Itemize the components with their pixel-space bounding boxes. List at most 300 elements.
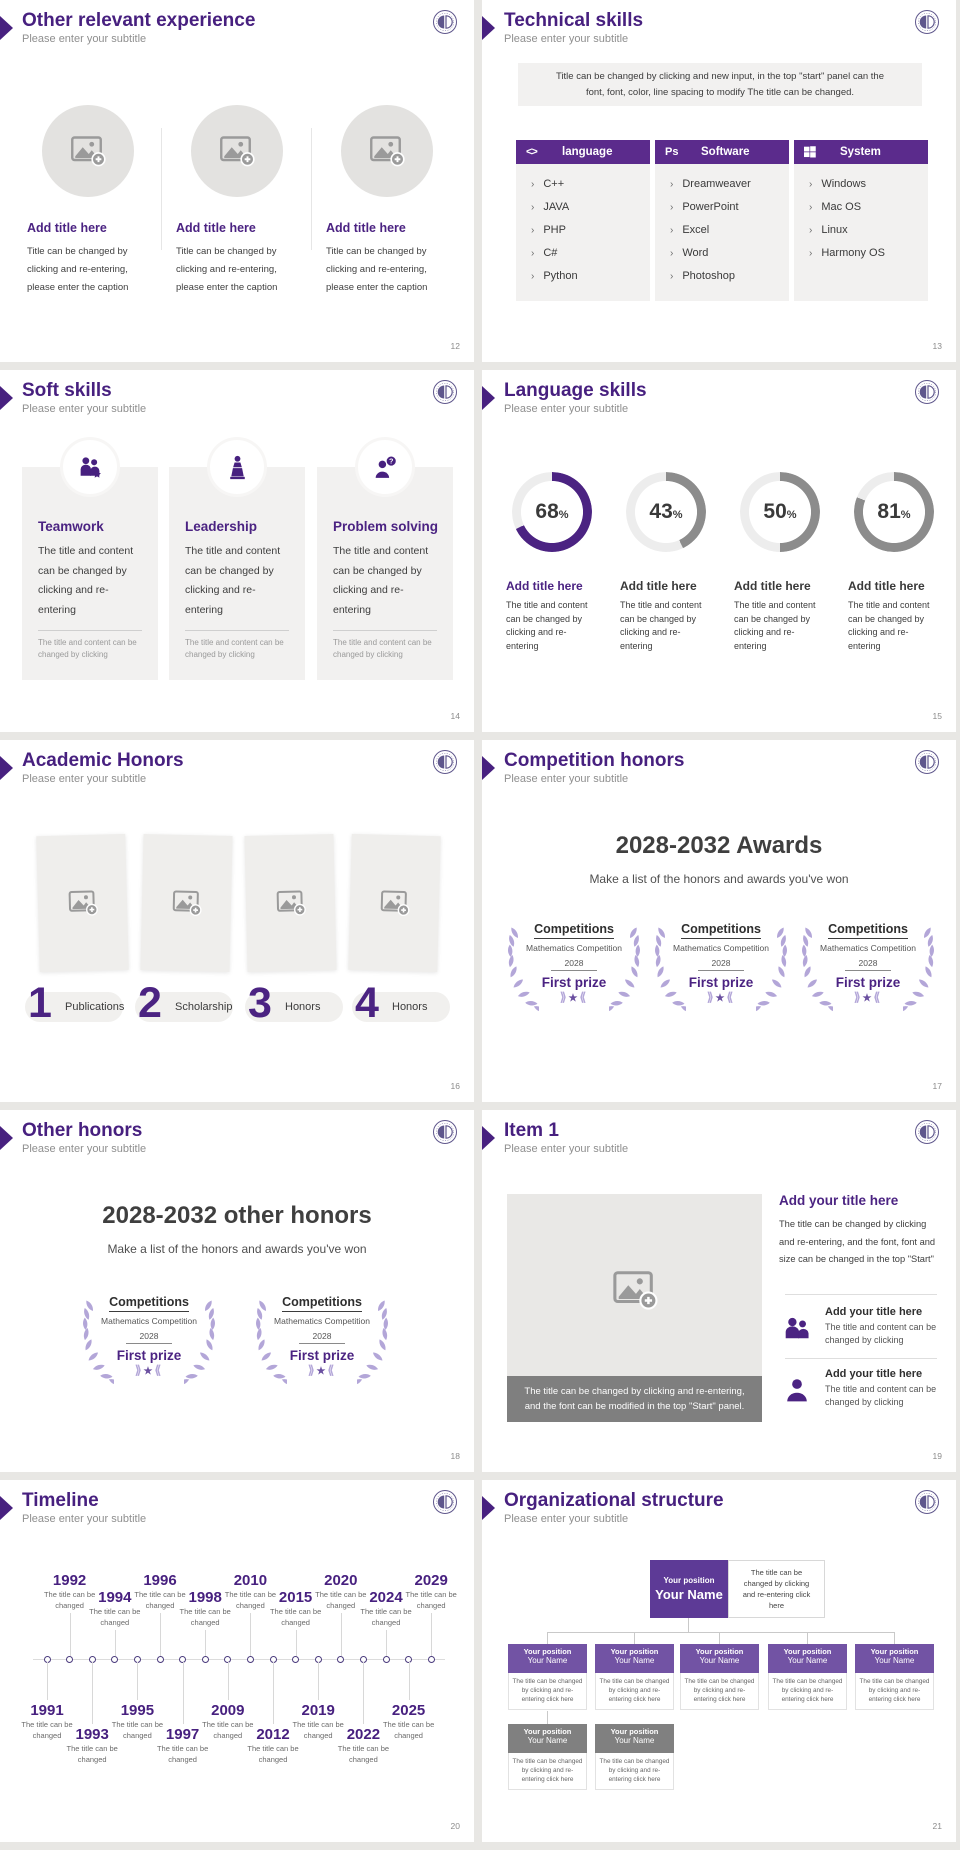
column-label: Software (701, 146, 750, 158)
ring-title: Add title here (734, 579, 811, 593)
timeline-dot (292, 1656, 299, 1663)
org-child-node: Your position Your Name The title can be changed by clicking and re-entering click here (595, 1644, 674, 1710)
list-item: › Excel (670, 224, 710, 236)
timeline-dot (247, 1656, 254, 1663)
connector (547, 1711, 548, 1724)
timeline-year: 2015 (278, 1589, 313, 1606)
timeline-note: The title can be changed (156, 1744, 209, 1764)
bullet-icon: › (531, 225, 535, 236)
list-item: › C++ (531, 178, 565, 190)
connector (688, 1618, 689, 1632)
page-title: Other relevant experience (22, 10, 256, 31)
bullet-icon: › (531, 179, 535, 190)
root-position: Your position (663, 1576, 715, 1585)
timeline-connector (273, 1662, 274, 1724)
slide-12-other-relevant-experience[interactable] (0, 0, 474, 362)
ring-body: The title and content can be changed by clicking and re-entering (734, 600, 816, 651)
badge-competition: Mathematics Competition (673, 943, 769, 953)
percent-value: 81 % (877, 500, 911, 523)
panel-body: The title can be changed by clicking and re-entering, and the font, font and size can be changed in the top "Start" (779, 1219, 936, 1264)
timeline-connector (386, 1630, 387, 1656)
page-number: 17 (932, 1081, 942, 1091)
divider (785, 1358, 937, 1359)
timeline-entry (399, 1572, 463, 1611)
badge-title: Competitions (828, 922, 908, 939)
card-title: Leadership (185, 519, 258, 534)
timeline-dot (202, 1656, 209, 1663)
timeline-connector (183, 1662, 184, 1724)
honor-label: Scholarship (175, 1001, 233, 1013)
feature-title: Add your title here (825, 1306, 923, 1318)
page-number: 18 (450, 1451, 460, 1461)
badge-title: Competitions (109, 1295, 189, 1312)
skill-ring-item (618, 472, 714, 653)
list-item: › Word (670, 247, 709, 259)
item-caption: Title can be changed by clicking and re-entering, please enter the caption (326, 246, 428, 293)
timeline-note: The title can be changed (66, 1744, 118, 1764)
skill-column-system (794, 140, 928, 301)
page-subtitle: Please enter your subtitle (22, 403, 147, 415)
list-item: › Harmony OS (809, 247, 885, 259)
honor-number: 3 (248, 979, 272, 1027)
badge-competition: Mathematics Competition (101, 1316, 197, 1326)
item-caption: Title can be changed by clicking and re-entering, please enter the caption (27, 246, 129, 293)
honor-item (352, 979, 450, 1027)
bullet-icon: › (670, 202, 674, 213)
org-child-node: Your position Your Name The title can be changed by clicking and re-entering click here (508, 1644, 587, 1710)
page-subtitle: Please enter your subtitle (22, 1513, 147, 1525)
timeline-dot (428, 1656, 435, 1663)
badge-prize: First prize (289, 1348, 355, 1363)
icon-circle (210, 440, 264, 494)
timeline-year: 2029 (414, 1572, 448, 1589)
timeline-dot (157, 1656, 164, 1663)
list-item: › Windows (809, 178, 866, 190)
slide-14-soft-skills[interactable] (0, 370, 474, 732)
card-body: The title and content can be changed by clicking and re-entering (333, 545, 429, 616)
timeline-year: 1994 (98, 1589, 132, 1606)
page-number: 20 (450, 1821, 460, 1831)
list-item: › C# (531, 247, 558, 259)
laurel-right-icon (903, 922, 935, 1018)
bullet-icon: › (531, 202, 535, 213)
slide-20-timeline[interactable] (0, 1480, 474, 1842)
title-arrow-icon (482, 1126, 495, 1150)
image-placeholder-card[interactable] (348, 834, 441, 972)
skill-ring-item (732, 472, 828, 653)
org-note: The title can be changed by clicking and re-entering click here (728, 1560, 825, 1618)
honor-item (135, 979, 233, 1027)
title-arrow-icon (482, 16, 495, 40)
timeline-note: The title can be changed (43, 1590, 96, 1610)
windows-icon (804, 146, 826, 158)
title-arrow-icon (482, 386, 495, 410)
laurel-left-icon (82, 1295, 114, 1391)
feature-item (782, 1368, 942, 1409)
icon-circle (63, 440, 117, 494)
experience-item (162, 105, 312, 297)
page-subtitle: Please enter your subtitle (504, 1513, 629, 1525)
divider (333, 630, 437, 631)
timeline-note: The title can be changed (315, 1590, 367, 1610)
add-image-icon (369, 133, 405, 169)
add-image-icon (67, 888, 98, 919)
timeline-note: The title can be changed (134, 1590, 186, 1610)
list-item: › Photoshop (670, 270, 735, 282)
bullet-icon: › (809, 179, 813, 190)
soft-skill-card (317, 456, 453, 680)
honor-label: Honors (285, 1001, 321, 1013)
image-placeholder[interactable] (191, 105, 283, 197)
title-arrow-icon (0, 386, 13, 410)
university-logo-icon (432, 9, 458, 35)
university-logo-icon (914, 1489, 940, 1515)
page-number: 13 (932, 341, 942, 351)
timeline-note: The title can be changed (89, 1607, 141, 1627)
honor-number: 1 (28, 979, 52, 1027)
panel-title: Add your title here (779, 1193, 899, 1208)
timeline-dot (111, 1656, 118, 1663)
timeline-connector (92, 1662, 93, 1724)
laurel-ornament-icon: ⟫★⟪ (307, 1363, 337, 1377)
add-image-icon (612, 1267, 658, 1313)
timeline-year: 1995 (120, 1702, 155, 1719)
badge-title: Competitions (681, 922, 761, 939)
experience-item (312, 105, 462, 297)
page-title: Academic Honors (22, 750, 184, 771)
laurel-ornament-icon: ⟫★⟪ (706, 990, 736, 1004)
image-placeholder-card[interactable] (244, 834, 336, 972)
laurel-left-icon (654, 922, 686, 1018)
image-placeholder[interactable] (42, 105, 134, 197)
badge-prize: First prize (835, 975, 901, 990)
page-title: Competition honors (504, 750, 685, 771)
bullet-icon: › (531, 271, 535, 282)
timeline-dot (337, 1656, 344, 1663)
percent-value: 68 % (535, 500, 569, 523)
page-number: 21 (932, 1821, 942, 1831)
donut-chart (626, 472, 706, 552)
university-logo-icon (914, 379, 940, 405)
laurel-ornament-icon: ⟫★⟪ (853, 990, 883, 1004)
page-title: Soft skills (22, 380, 112, 401)
badge-year: 2028 (845, 958, 892, 971)
donut-chart (854, 472, 934, 552)
connector (807, 1632, 808, 1644)
timeline-year: 1992 (52, 1572, 87, 1589)
org-assistant-node: Your position Your Name The title can be changed by clicking and re-entering click here (595, 1724, 674, 1790)
laurel-right-icon (756, 922, 788, 1018)
card-footer: The title and content can be changed by clicking (185, 638, 284, 659)
bullet-icon: › (670, 225, 674, 236)
ring-body: The title and content can be changed by clicking and re-entering (506, 600, 588, 651)
list-item: › Mac OS (809, 201, 862, 213)
list-item: › PHP (531, 224, 566, 236)
list-item: › Python (531, 270, 578, 282)
badge-year: 2028 (698, 958, 745, 971)
donut-chart (512, 472, 592, 552)
feature-body: The title and content can be changed by clicking (825, 1322, 937, 1345)
intro-text: Title can be changed by clicking and new input, in the top "start" panel can the font, font, color, line spacing to modify The title can be changed. (518, 63, 922, 106)
timeline-connector (228, 1662, 229, 1700)
slide-17-competition-honors[interactable] (482, 740, 956, 1102)
timeline-year: 1991 (30, 1702, 64, 1719)
ring-title: Add title here (620, 579, 697, 593)
column-header (794, 140, 928, 164)
list-item: › JAVA (531, 201, 570, 213)
timeline-connector (318, 1662, 319, 1700)
card-footer: The title and content can be changed by clicking (38, 638, 137, 659)
timeline-note: The title can be changed (292, 1720, 344, 1740)
badge-prize: First prize (688, 975, 754, 990)
org-child-node: Your position Your Name The title can be changed by clicking and re-entering click here (855, 1644, 934, 1710)
image-placeholder[interactable] (341, 105, 433, 197)
page-title: Language skills (504, 380, 647, 401)
skill-ring-item (846, 472, 942, 653)
title-arrow-icon (482, 1496, 495, 1520)
university-logo-icon (914, 9, 940, 35)
badge-prize: First prize (541, 975, 607, 990)
timeline-connector (47, 1662, 48, 1700)
page-number: 12 (450, 341, 460, 351)
timeline-year: 2012 (256, 1726, 290, 1743)
column-body (516, 164, 650, 301)
timeline-connector (70, 1613, 71, 1656)
award-badge (507, 918, 641, 1024)
timeline-note: The title can be changed (360, 1607, 412, 1627)
timeline-note: The title can be changed (247, 1744, 299, 1764)
page-title: Organizational structure (504, 1490, 724, 1511)
add-image-icon (219, 133, 255, 169)
item-title: Add title here (326, 221, 406, 235)
item-title: Add title here (27, 221, 107, 235)
add-image-icon (275, 888, 306, 919)
root-name: Your Name (655, 1587, 723, 1602)
laurel-ornament-icon: ⟫★⟪ (134, 1363, 164, 1377)
badge-title: Competitions (282, 1295, 362, 1312)
slide-19-item-1[interactable] (482, 1110, 956, 1472)
card-title: Problem solving (333, 519, 439, 534)
timeline-year: 2019 (301, 1702, 335, 1719)
timeline-year: 1998 (188, 1589, 222, 1606)
column-body (655, 164, 789, 301)
divider (785, 1294, 937, 1295)
award-badge (801, 918, 935, 1024)
bullet-icon: › (531, 248, 535, 259)
problem-solving-icon (372, 454, 399, 481)
page-title: Technical skills (504, 10, 644, 31)
award-badge (255, 1291, 389, 1397)
award-badge (654, 918, 788, 1024)
page-number: 15 (932, 711, 942, 721)
honor-number: 2 (138, 979, 162, 1027)
badge-year: 2028 (126, 1331, 173, 1344)
card-footer: The title and content can be changed by clicking (333, 638, 432, 659)
feature-title: Add your title here (825, 1368, 923, 1380)
timeline-connector (250, 1613, 251, 1656)
timeline-note: The title can be changed (21, 1720, 73, 1740)
people-icon (782, 1314, 812, 1344)
add-image-icon (379, 888, 410, 919)
bullet-icon: › (809, 248, 813, 259)
page-number: 16 (450, 1081, 460, 1091)
experience-item (13, 105, 163, 297)
image-placeholder-card[interactable] (140, 834, 232, 972)
ring-title: Add title here (848, 579, 925, 593)
timeline-dot (66, 1656, 73, 1663)
university-logo-icon (914, 749, 940, 775)
timeline-connector (409, 1662, 410, 1700)
slide-16-academic-honors[interactable] (0, 740, 474, 1102)
org-child-node: Your position Your Name The title can be changed by clicking and re-entering click here (680, 1644, 759, 1710)
badge-prize: First prize (116, 1348, 182, 1363)
slide-21-organizational-structure[interactable] (482, 1480, 956, 1842)
laurel-left-icon (507, 922, 539, 1018)
list-item: › Dreamweaver (670, 178, 751, 190)
university-logo-icon (432, 1119, 458, 1145)
timeline-year: 1996 (143, 1572, 177, 1589)
slide-13-technical-skills[interactable] (482, 0, 956, 362)
org-assistant-node: Your position Your Name The title can be changed by clicking and re-entering click here (508, 1724, 587, 1790)
university-logo-icon (432, 379, 458, 405)
honor-number: 4 (355, 979, 379, 1027)
badge-year: 2028 (299, 1331, 346, 1344)
timeline-note: The title can be changed (337, 1744, 390, 1764)
page-subtitle: Please enter your subtitle (504, 1143, 629, 1155)
leadership-icon (224, 454, 251, 481)
ring-body: The title and content can be changed by clicking and re-entering (620, 600, 702, 651)
timeline-connector (160, 1613, 161, 1656)
page-subtitle: Please enter your subtitle (22, 773, 147, 785)
honor-item (245, 979, 343, 1027)
title-arrow-icon (0, 1126, 13, 1150)
ring-body: The title and content can be changed by clicking and re-entering (848, 600, 930, 651)
timeline-dot (383, 1656, 390, 1663)
title-arrow-icon (0, 16, 13, 40)
page-subtitle: Please enter your subtitle (504, 773, 629, 785)
card-title: Teamwork (38, 519, 104, 534)
page-subtitle: Please enter your subtitle (22, 33, 147, 45)
badge-title: Competitions (534, 922, 614, 939)
item-title: Add title here (176, 221, 256, 235)
page-number: 19 (932, 1451, 942, 1461)
timeline-year: 2022 (346, 1726, 381, 1743)
card-body: The title and content can be changed by clicking and re-entering (185, 545, 281, 616)
photoshop-icon: Ps (665, 146, 679, 158)
badge-competition: Mathematics Competition (820, 943, 916, 953)
skill-column-language (516, 140, 650, 301)
awards-subheading: Make a list of the honors and awards you've won (589, 872, 849, 886)
card-body: The title and content can be changed by clicking and re-entering (38, 545, 134, 616)
feature-item (782, 1306, 942, 1347)
timeline-connector (431, 1613, 432, 1656)
page-subtitle: Please enter your subtitle (504, 33, 629, 45)
skill-ring-item (504, 472, 600, 653)
awards-heading: 2028-2032 Awards (615, 832, 823, 859)
connector (634, 1632, 635, 1644)
badge-competition: Mathematics Competition (274, 1316, 370, 1326)
timeline-year: 1993 (75, 1726, 109, 1743)
divider (38, 630, 142, 631)
image-placeholder-card[interactable] (36, 834, 129, 972)
slide-18-other-honors[interactable] (0, 1110, 474, 1472)
soft-skill-card (169, 467, 305, 680)
timeline-canvas (0, 1480, 474, 1842)
column-label: System (840, 146, 881, 158)
timeline-connector (115, 1630, 116, 1656)
column-header (655, 140, 789, 164)
image-placeholder[interactable] (507, 1194, 762, 1422)
column-header (516, 140, 650, 164)
laurel-left-icon (255, 1295, 287, 1391)
skill-column-software (655, 140, 789, 301)
item-caption: Title can be changed by clicking and re-entering, please enter the caption (176, 246, 278, 293)
connector (547, 1632, 548, 1644)
timeline-connector (363, 1662, 364, 1724)
timeline-connector (296, 1630, 297, 1656)
title-arrow-icon (0, 756, 13, 780)
svg-text:?: ? (388, 456, 393, 466)
bullet-icon: › (670, 271, 674, 282)
timeline-connector (205, 1630, 206, 1656)
ring-title: Add title here (506, 579, 583, 593)
soft-skill-card (22, 467, 158, 680)
timeline-year: 1997 (165, 1726, 200, 1743)
page-subtitle: Please enter your subtitle (504, 403, 629, 415)
laurel-right-icon (357, 1295, 389, 1391)
connector (894, 1632, 895, 1644)
page-title: Timeline (22, 1490, 99, 1511)
honor-label: Honors (392, 1001, 428, 1013)
honor-item (25, 979, 125, 1027)
org-root-node (650, 1560, 728, 1618)
timeline-note: The title can be changed (111, 1720, 164, 1740)
badge-competition: Mathematics Competition (526, 943, 622, 953)
image-caption: The title can be changed by clicking and re-entering, and the font can be modified in the top "Start" panel. (507, 1376, 762, 1422)
add-image-icon (70, 133, 106, 169)
honor-label: Publications (65, 1001, 125, 1013)
connector (719, 1632, 720, 1644)
timeline-note: The title can be changed (269, 1607, 322, 1627)
bullet-icon: › (809, 225, 813, 236)
teamwork-icon (77, 454, 104, 481)
bullet-icon: › (670, 179, 674, 190)
page-title: Item 1 (504, 1120, 559, 1141)
awards-subheading: Make a list of the honors and awards you've won (107, 1242, 367, 1256)
timeline-connector (137, 1662, 138, 1700)
laurel-right-icon (609, 922, 641, 1018)
page-title: Other honors (22, 1120, 143, 1141)
list-item: › PowerPoint (670, 201, 739, 213)
add-image-icon (171, 888, 202, 919)
icon-circle (358, 440, 412, 494)
divider (185, 630, 289, 631)
column-label: language (562, 146, 613, 158)
timeline-entry (377, 1702, 441, 1741)
awards-heading: 2028-2032 other honors (102, 1202, 372, 1229)
laurel-right-icon (184, 1295, 216, 1391)
timeline-note: The title can be changed (382, 1720, 435, 1740)
code-icon: <> (526, 146, 537, 158)
bullet-icon: › (670, 248, 674, 259)
slide-15-language-skills[interactable] (482, 370, 956, 732)
percent-value: 50 % (763, 500, 797, 523)
award-badge (82, 1291, 216, 1397)
timeline-year: 2025 (391, 1702, 426, 1719)
bullet-icon: › (809, 202, 813, 213)
percent-value: 43 % (649, 500, 683, 523)
list-item: › Linux (809, 224, 848, 236)
